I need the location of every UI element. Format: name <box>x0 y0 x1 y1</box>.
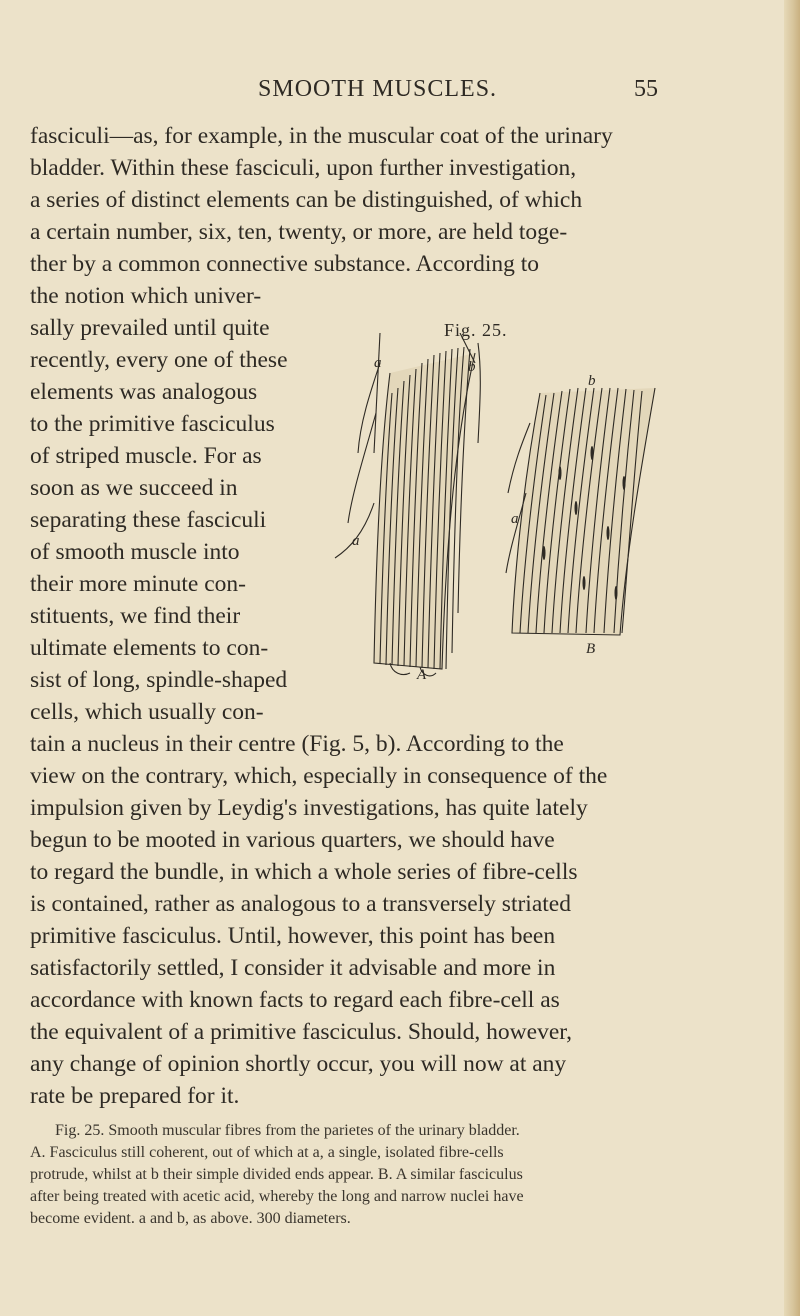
body-line: ther by a common connective substance. According to <box>30 251 540 277</box>
page-header <box>258 76 658 106</box>
body-line: their more minute con- <box>30 571 246 597</box>
body-line: soon as we succeed in <box>30 475 238 501</box>
body-line: of striped muscle. For as <box>30 443 262 469</box>
caption-line: after being treated with acetic acid, whereby the long and narrow nuclei have <box>30 1188 524 1205</box>
fasciculus-a <box>335 333 480 676</box>
body-line: sist of long, spindle-shaped <box>30 667 288 693</box>
page-edge <box>784 0 800 1316</box>
body-line: elements was analogous <box>30 379 258 405</box>
body-line: view on the contrary, which, especially in consequence of the <box>30 763 608 789</box>
body-line: the notion which univer- <box>30 283 262 309</box>
body-line: rate be prepared for it. <box>30 1083 240 1109</box>
body-line: begun to be mooted in various quarters, we should have <box>30 827 555 853</box>
body-line: recently, every one of these <box>30 347 288 373</box>
caption-line: become evident. a and b, as above. 300 diameters. <box>30 1210 351 1227</box>
body-line: tain a nucleus in their centre (Fig. 5, b). According to the <box>30 731 564 757</box>
body-line: impulsion given by Leydig's investigations, has quite lately <box>30 795 588 821</box>
body-line: primitive fasciculus. Until, however, this point has been <box>30 923 556 949</box>
body-line: is contained, rather as analogous to a transversely striated <box>30 891 571 917</box>
figure-label: Fig. 25. <box>444 320 508 340</box>
body-line: of smooth muscle into <box>30 539 240 565</box>
body-line: a certain number, six, ten, twenty, or more, are held toge- <box>30 219 568 245</box>
figure-25 <box>330 333 660 683</box>
body-line: stituents, we find their <box>30 603 241 629</box>
body-line: to regard the bundle, in which a whole series of fibre-cells <box>30 859 578 885</box>
body-line: cells, which usually con- <box>30 699 264 725</box>
label-a-mid: a <box>352 533 360 549</box>
label-B: B <box>586 641 596 657</box>
body-line: fasciculi—as, for example, in the muscular coat of the urinary <box>30 123 613 149</box>
label-a-left: a <box>374 355 382 371</box>
label-b-right: b <box>588 373 596 389</box>
fasciculus-b <box>506 388 655 635</box>
body-line: separating these fasciculi <box>30 507 267 533</box>
label-A: A <box>417 667 427 683</box>
body-line: any change of opinion shortly occur, you will now at any <box>30 1051 567 1077</box>
body-line: to the primitive fasciculus <box>30 411 275 437</box>
body-line: a series of distinct elements can be distinguished, of which <box>30 187 583 213</box>
body-line: accordance with known facts to regard each fibre-cell as <box>30 987 560 1013</box>
caption-line: A. Fasciculus still coherent, out of which at a, a single, isolated fibre-cells <box>30 1144 504 1161</box>
body-line: sally prevailed until quite <box>30 315 270 341</box>
caption-line: Fig. 25. Smooth muscular fibres from the parietes of the urinary bladder. <box>55 1122 520 1139</box>
caption-line: protrude, whilst at b their simple divided ends appear. B. A similar fasciculus <box>30 1166 523 1183</box>
label-b-top: b <box>468 359 476 375</box>
muscle-fibre-illustration <box>330 333 660 683</box>
body-line: the equivalent of a primitive fasciculus. Should, however, <box>30 1019 573 1045</box>
page-number: 55 <box>634 76 658 102</box>
body-line: bladder. Within these fasciculi, upon further investigation, <box>30 155 577 181</box>
body-line: satisfactorily settled, I consider it advisable and more in <box>30 955 556 981</box>
running-head: SMOOTH MUSCLES. <box>258 76 498 102</box>
body-line: ultimate elements to con- <box>30 635 269 661</box>
label-a-right: a <box>511 511 519 527</box>
